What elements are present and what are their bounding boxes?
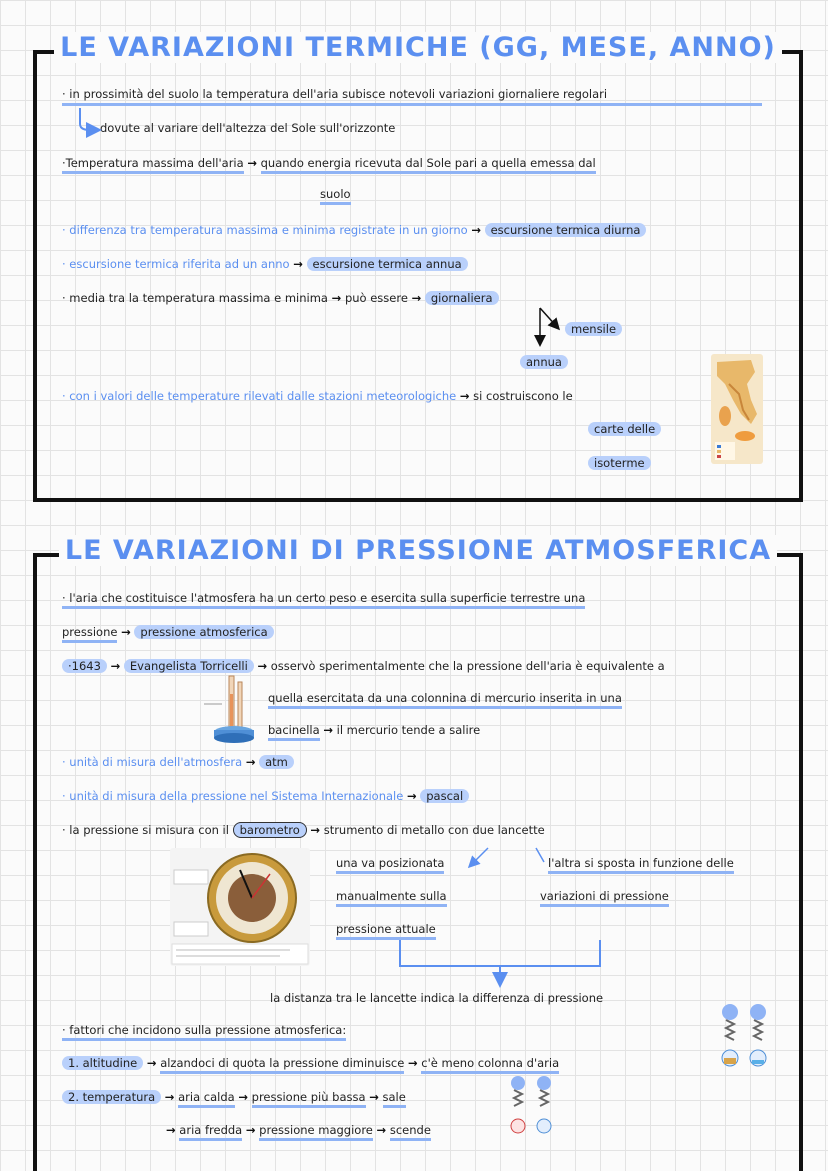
- note-line: carte delle: [588, 421, 661, 437]
- note-line: ·Temperatura massima dell'aria → quando energia ricevuta dal Sole pari a quella emessa dal: [62, 155, 596, 171]
- note-line: quella esercitata da una colonnina di mercurio inserita in una: [268, 690, 622, 706]
- note-line: · la pressione si misura con il barometro → strumento di metallo con due lancette: [62, 823, 545, 837]
- note-line: · differenza tra temperatura massima e minima registrate in un giorno → escursione termica diurna: [62, 222, 646, 238]
- note-line: annua: [520, 354, 568, 370]
- section-title: LE VARIAZIONI TERMICHE (GG, MESE, ANNO): [37, 32, 799, 63]
- note-line: la distanza tra le lancette indica la differenza di pressione: [270, 991, 604, 1005]
- note-line: · escursione termica riferita ad un anno → escursione termica annua: [62, 256, 468, 272]
- note-line: · media tra la temperatura massima e minima → può essere → giornaliera: [62, 290, 499, 306]
- note-line: · fattori che incidono sulla pressione atmosferica:: [62, 1022, 346, 1038]
- note-line: l'altra si sposta in funzione delle: [548, 855, 734, 871]
- note-line: isoterme: [588, 455, 651, 471]
- note-line: manualmente sulla: [336, 888, 447, 904]
- note-line: ·1643 → Evangelista Torricelli → osservò sperimentalmente che la pressione dell'aria è equivalente a: [62, 658, 665, 674]
- note-line: 2. temperatura → aria calda → pressione più bassa → sale: [62, 1089, 406, 1105]
- note-line: suolo: [320, 186, 351, 202]
- note-line: → aria fredda → pressione maggiore → scende: [166, 1122, 431, 1138]
- note-line: una va posizionata: [336, 855, 444, 871]
- section-title: LE VARIAZIONI DI PRESSIONE ATMOSFERICA: [37, 535, 799, 566]
- note-line: bacinella → il mercurio tende a salire: [268, 722, 480, 738]
- note-line: · in prossimità del suolo la temperatura dell'aria subisce notevoli variazioni giornaliere regolari: [62, 86, 762, 106]
- note-line: 1. altitudine → alzandoci di quota la pressione diminuisce → c'è meno colonna d'aria: [62, 1055, 559, 1071]
- note-line: · unità di misura dell'atmosfera → atm: [62, 754, 294, 770]
- note-line: · con i valori delle temperature rilevati dalle stazioni meteorologiche → si costruiscono le: [62, 389, 573, 403]
- note-line: dovute al variare dell'altezza del Sole sull'orizzonte: [100, 121, 396, 135]
- note-line: · l'aria che costituisce l'atmosfera ha un certo peso e esercita sulla superficie terrestre una: [62, 590, 585, 606]
- note-line: variazioni di pressione: [540, 888, 669, 904]
- note-line: · unità di misura della pressione nel Sistema Internazionale → pascal: [62, 788, 469, 804]
- note-line: pressione attuale: [336, 921, 436, 937]
- note-line: pressione → pressione atmosferica: [62, 624, 274, 640]
- note-line: mensile: [565, 321, 622, 337]
